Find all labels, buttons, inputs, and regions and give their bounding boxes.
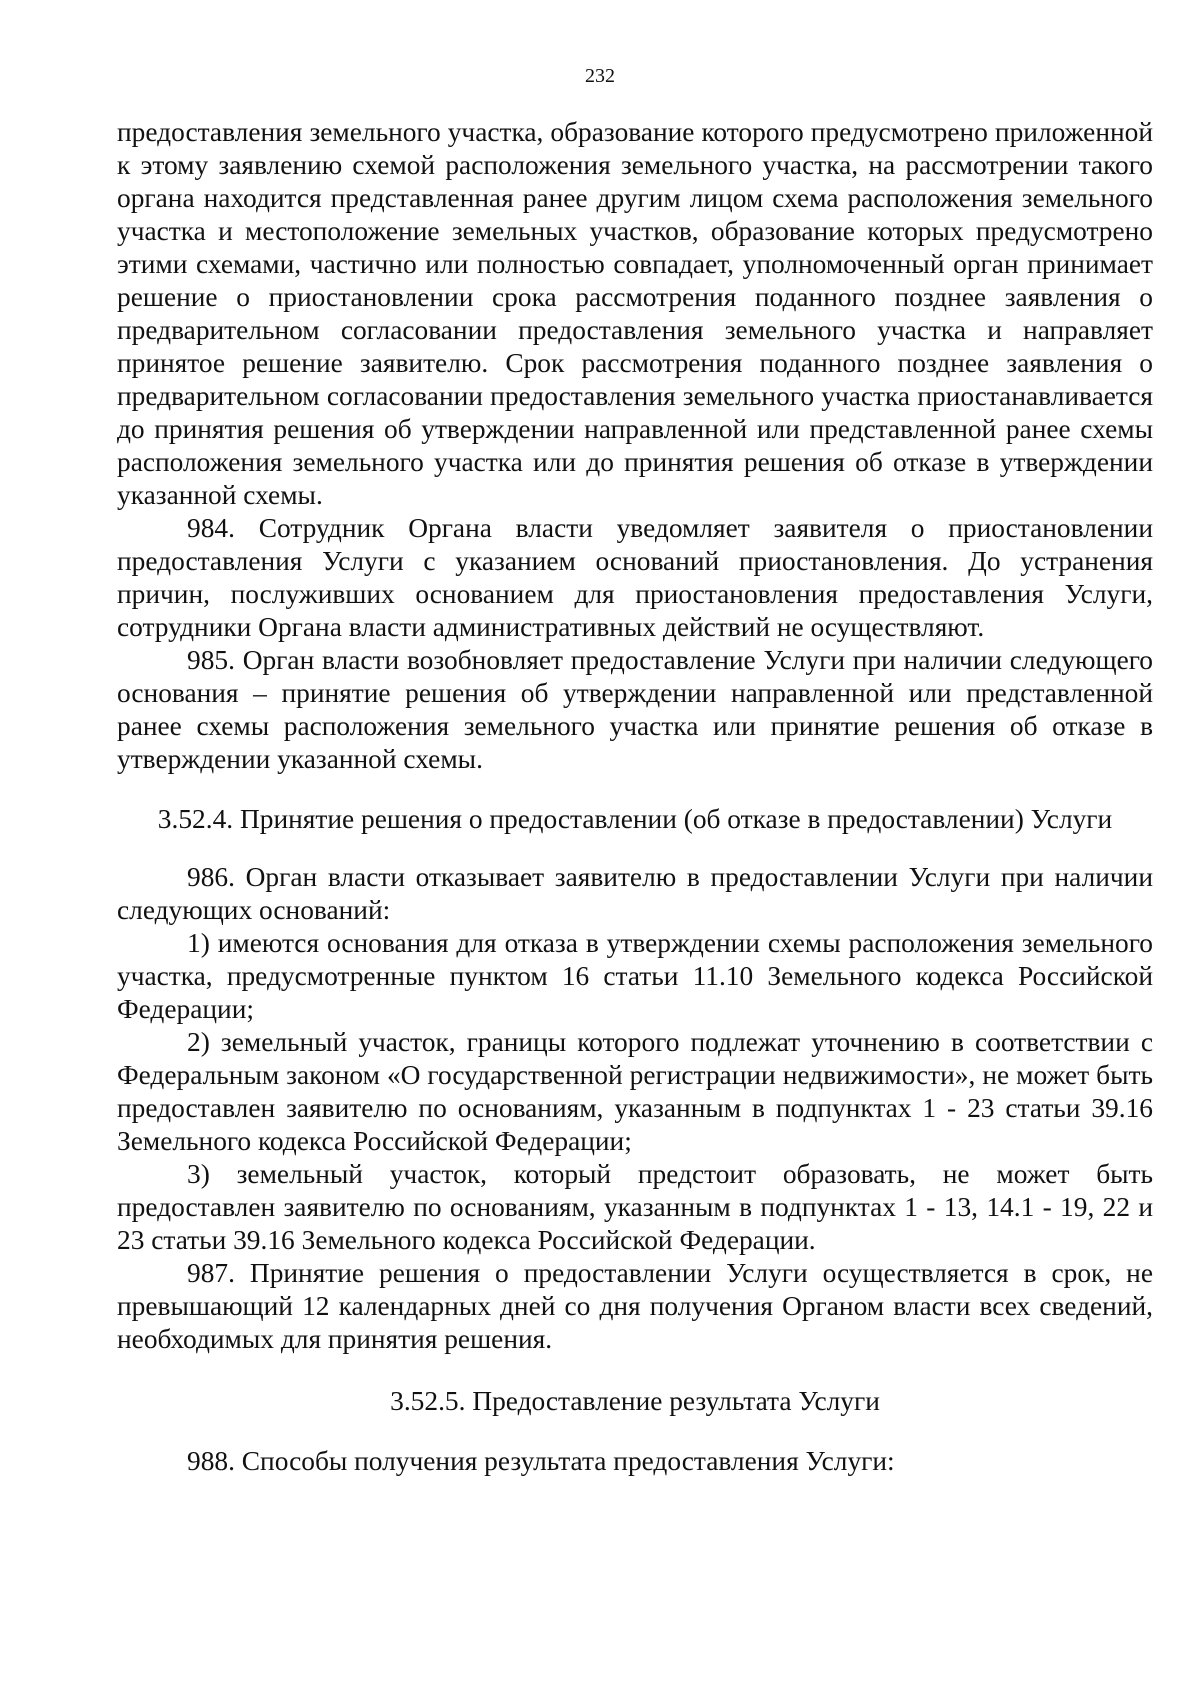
list-item-3: 3) земельный участок, который предстоит образовать, не может быть предоставлен заявителю по основаниям, указанным в подпунктах 1 - 13, 14.1 - 19, 22 и 23 статьи 39.16 Земельного кодекса Российской Федерации. bbox=[117, 1159, 1153, 1255]
section-heading-3-52-4: 3.52.4. Принятие решения о предоставлении (об отказе в предоставлении) Услуги bbox=[157, 804, 1113, 834]
list-item-1: 1) имеются основания для отказа в утверждении схемы расположения земельного участка, предусмотренные пунктом 16 статьи 11.10 Земельного кодекса Российской Федерации; bbox=[117, 928, 1153, 1024]
page-number: 232 bbox=[585, 65, 615, 87]
section-heading-3-52-5: 3.52.5. Предоставление результата Услуги bbox=[390, 1386, 880, 1416]
paragraph-987: 987. Принятие решения о предоставлении Услуги осуществляется в срок, не превышающий 12 календарных дней со дня получения Органом власти всех сведений, необходимых для принятия решения. bbox=[117, 1258, 1153, 1354]
paragraph-986: 986. Орган власти отказывает заявителю в предоставлении Услуги при наличии следующих оснований: bbox=[117, 862, 1153, 925]
paragraph-984: 984. Сотрудник Органа власти уведомляет заявителя о приостановлении предоставления Услуги с указанием оснований приостановления. До устранения причин, послуживших основанием для приостановления предоставления Услуги, сотрудники Органа власти административных действий не осуществляют. bbox=[117, 513, 1153, 642]
list-item-2: 2) земельный участок, границы которого подлежат уточнению в соответствии с Федеральным законом «О государственной регистрации недвижимости», не может быть предоставлен заявителю по основаниям, указанным в подпунктах 1 - 23 статьи 39.16 Земельного кодекса Российской Федерации; bbox=[117, 1027, 1153, 1156]
paragraph-985: 985. Орган власти возобновляет предоставление Услуги при наличии следующего основания – принятие решения об утверждении направленной или представленной ранее схемы расположения земельного участка или принятие решения об отказе в утверждении указанной схемы. bbox=[117, 645, 1153, 774]
paragraph-continuation: предоставления земельного участка, образование которого предусмотрено приложенной к этому заявлению схемой расположения земельного участка, на рассмотрении такого органа находится представленная ранее другим лицом схема расположения земельного участка и местоположение земельных участков, образование которых предусмотрено этими схемами, частично или полностью совпадает, уполномоченный орган принимает решение о приостановлении срока рассмотрения поданного позднее заявления о предварительном согласовании предоставления земельного участка и направляет принятое решение заявителю. Срок рассмотрения поданного позднее заявления о предварительном согласовании предоставления земельного участка приостанавливается до принятия решения об утверждении направленной или представленной ранее схемы расположения земельного участка или до принятия решения об отказе в утверждении указанной схемы. bbox=[117, 117, 1153, 510]
paragraph-988: 988. Способы получения результата предоставления Услуги: bbox=[187, 1446, 895, 1476]
document-body bbox=[117, 116, 1153, 1478]
